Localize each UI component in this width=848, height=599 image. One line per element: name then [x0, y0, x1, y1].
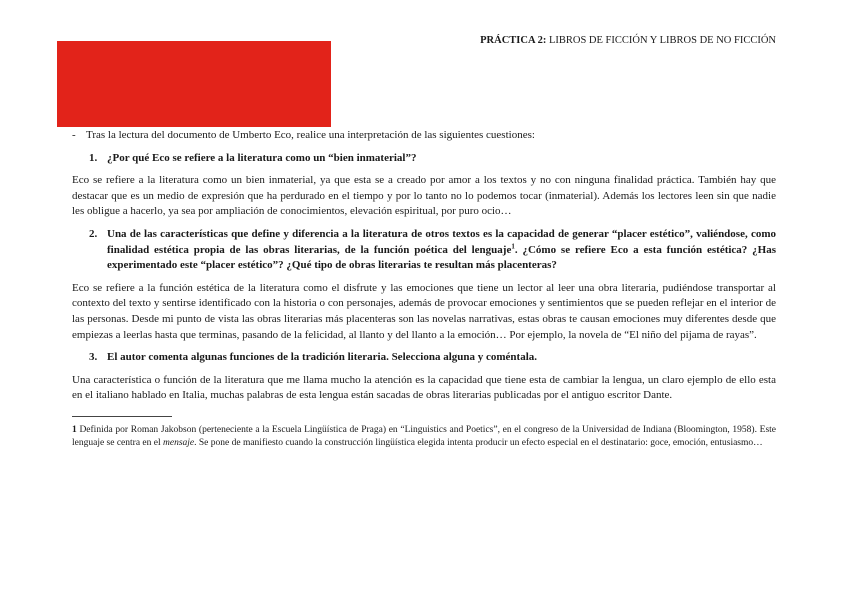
footnote — [72, 424, 776, 450]
footnote-text-a: Definida por Roman Jakobson (perteneciente a la Escuela Lingüística de Praga) en “Linguistics and Poetics”, en el congreso de la Universidad de Indiana (Bloomington, 1958). Este lenguaje se centra en el — [72, 424, 776, 449]
header-title: LIBROS DE FICCIÓN Y LIBROS DE NO FICCIÓN — [548, 35, 776, 46]
footnote-italic: mensaje — [163, 438, 195, 449]
footnote-separator — [72, 416, 172, 417]
question-2-number: 2. — [89, 227, 98, 240]
document-body — [72, 128, 776, 450]
footnote-number: 1 — [72, 424, 77, 435]
answer-3: Una característica o función de la literatura que me llama mucho la atención es la capacidad que tiene esta de cambiar la lengua, un claro ejemplo de ello esta en el italiano hablado en Italia, muchas palabras de esta lengua están sacadas de obras literarias publicadas por el antiguo escritor Dante. — [72, 373, 776, 402]
question-3 — [72, 350, 776, 366]
question-2 — [72, 227, 776, 274]
question-2-text-a: Una de las características que define y diferencia a la literatura de otros textos es la capacidad de generar “placer estético”, valiéndose, como finalidad estética propia de las obras literarias, de la función poética del lenguaje — [107, 227, 776, 256]
intro-line — [72, 128, 776, 144]
question-1-number: 1. — [89, 151, 98, 164]
intro-text: Tras la lectura del documento de Umberto Eco, realice una interpretación de las siguientes cuestiones: — [86, 129, 535, 141]
question-3-text: El autor comenta algunas funciones de la tradición literaria. Selecciona alguna y coméntala. — [107, 351, 537, 364]
question-1-text: ¿Por qué Eco se refiere a la literatura como un “bien inmaterial”? — [107, 151, 417, 164]
intro-bullet: - — [72, 129, 76, 141]
red-image-block — [57, 41, 331, 127]
question-2-text-b: . ¿Cómo se refiere Eco a esta función estética? ¿Has experimentado este “placer estético”? ¿Qué tipo de obras literarias te resultan más placenteras? — [107, 243, 777, 272]
footnote-ref[interactable]: 1 — [511, 241, 515, 250]
page-header — [480, 35, 776, 46]
question-3-number: 3. — [89, 351, 98, 364]
answer-1: Eco se refiere a la literatura como un bien inmaterial, ya que esta se a creado por amor a los textos y no con ninguna finalidad práctica. También hay que destacar que es un medio de expresión que ha perdurado en el tiempo y por lo tanto no lo podemos tocar (inmaterial). Además los lectores leen sin que nadie les obligue a hacerlo, ya sea por ampliación de conocimientos, elevación espiritual, por puro ocio… — [72, 174, 776, 218]
header-label: PRÁCTICA 2: — [480, 35, 547, 46]
footnote-text-b: . Se pone de manifiesto cuando la construcción lingüística elegida intenta producir un efecto especial en el destinatario: goce, emoción, entusiasmo… — [194, 438, 763, 449]
question-1 — [72, 151, 776, 167]
answer-2: Eco se refiere a la función estética de la literatura como el disfrute y las emociones que tiene un lector al leer una obra literaria, pudiéndose transportar al contexto del texto y sentirse identificado con la historia o con personajes, además de provocar emociones y sentimientos que se pueden reflejar en el interior de las personas. Desde mi punto de vista las obras literarias más placenteras son las novelas narrativas, estas obras te causan emociones muy diferentes desde que empiezas a leerlas hasta que terminas, pasando de la felicidad, al llanto y del llanto a la emoción… Por ejemplo, la novela de “El niño del pijama de rayas”. — [72, 281, 776, 341]
